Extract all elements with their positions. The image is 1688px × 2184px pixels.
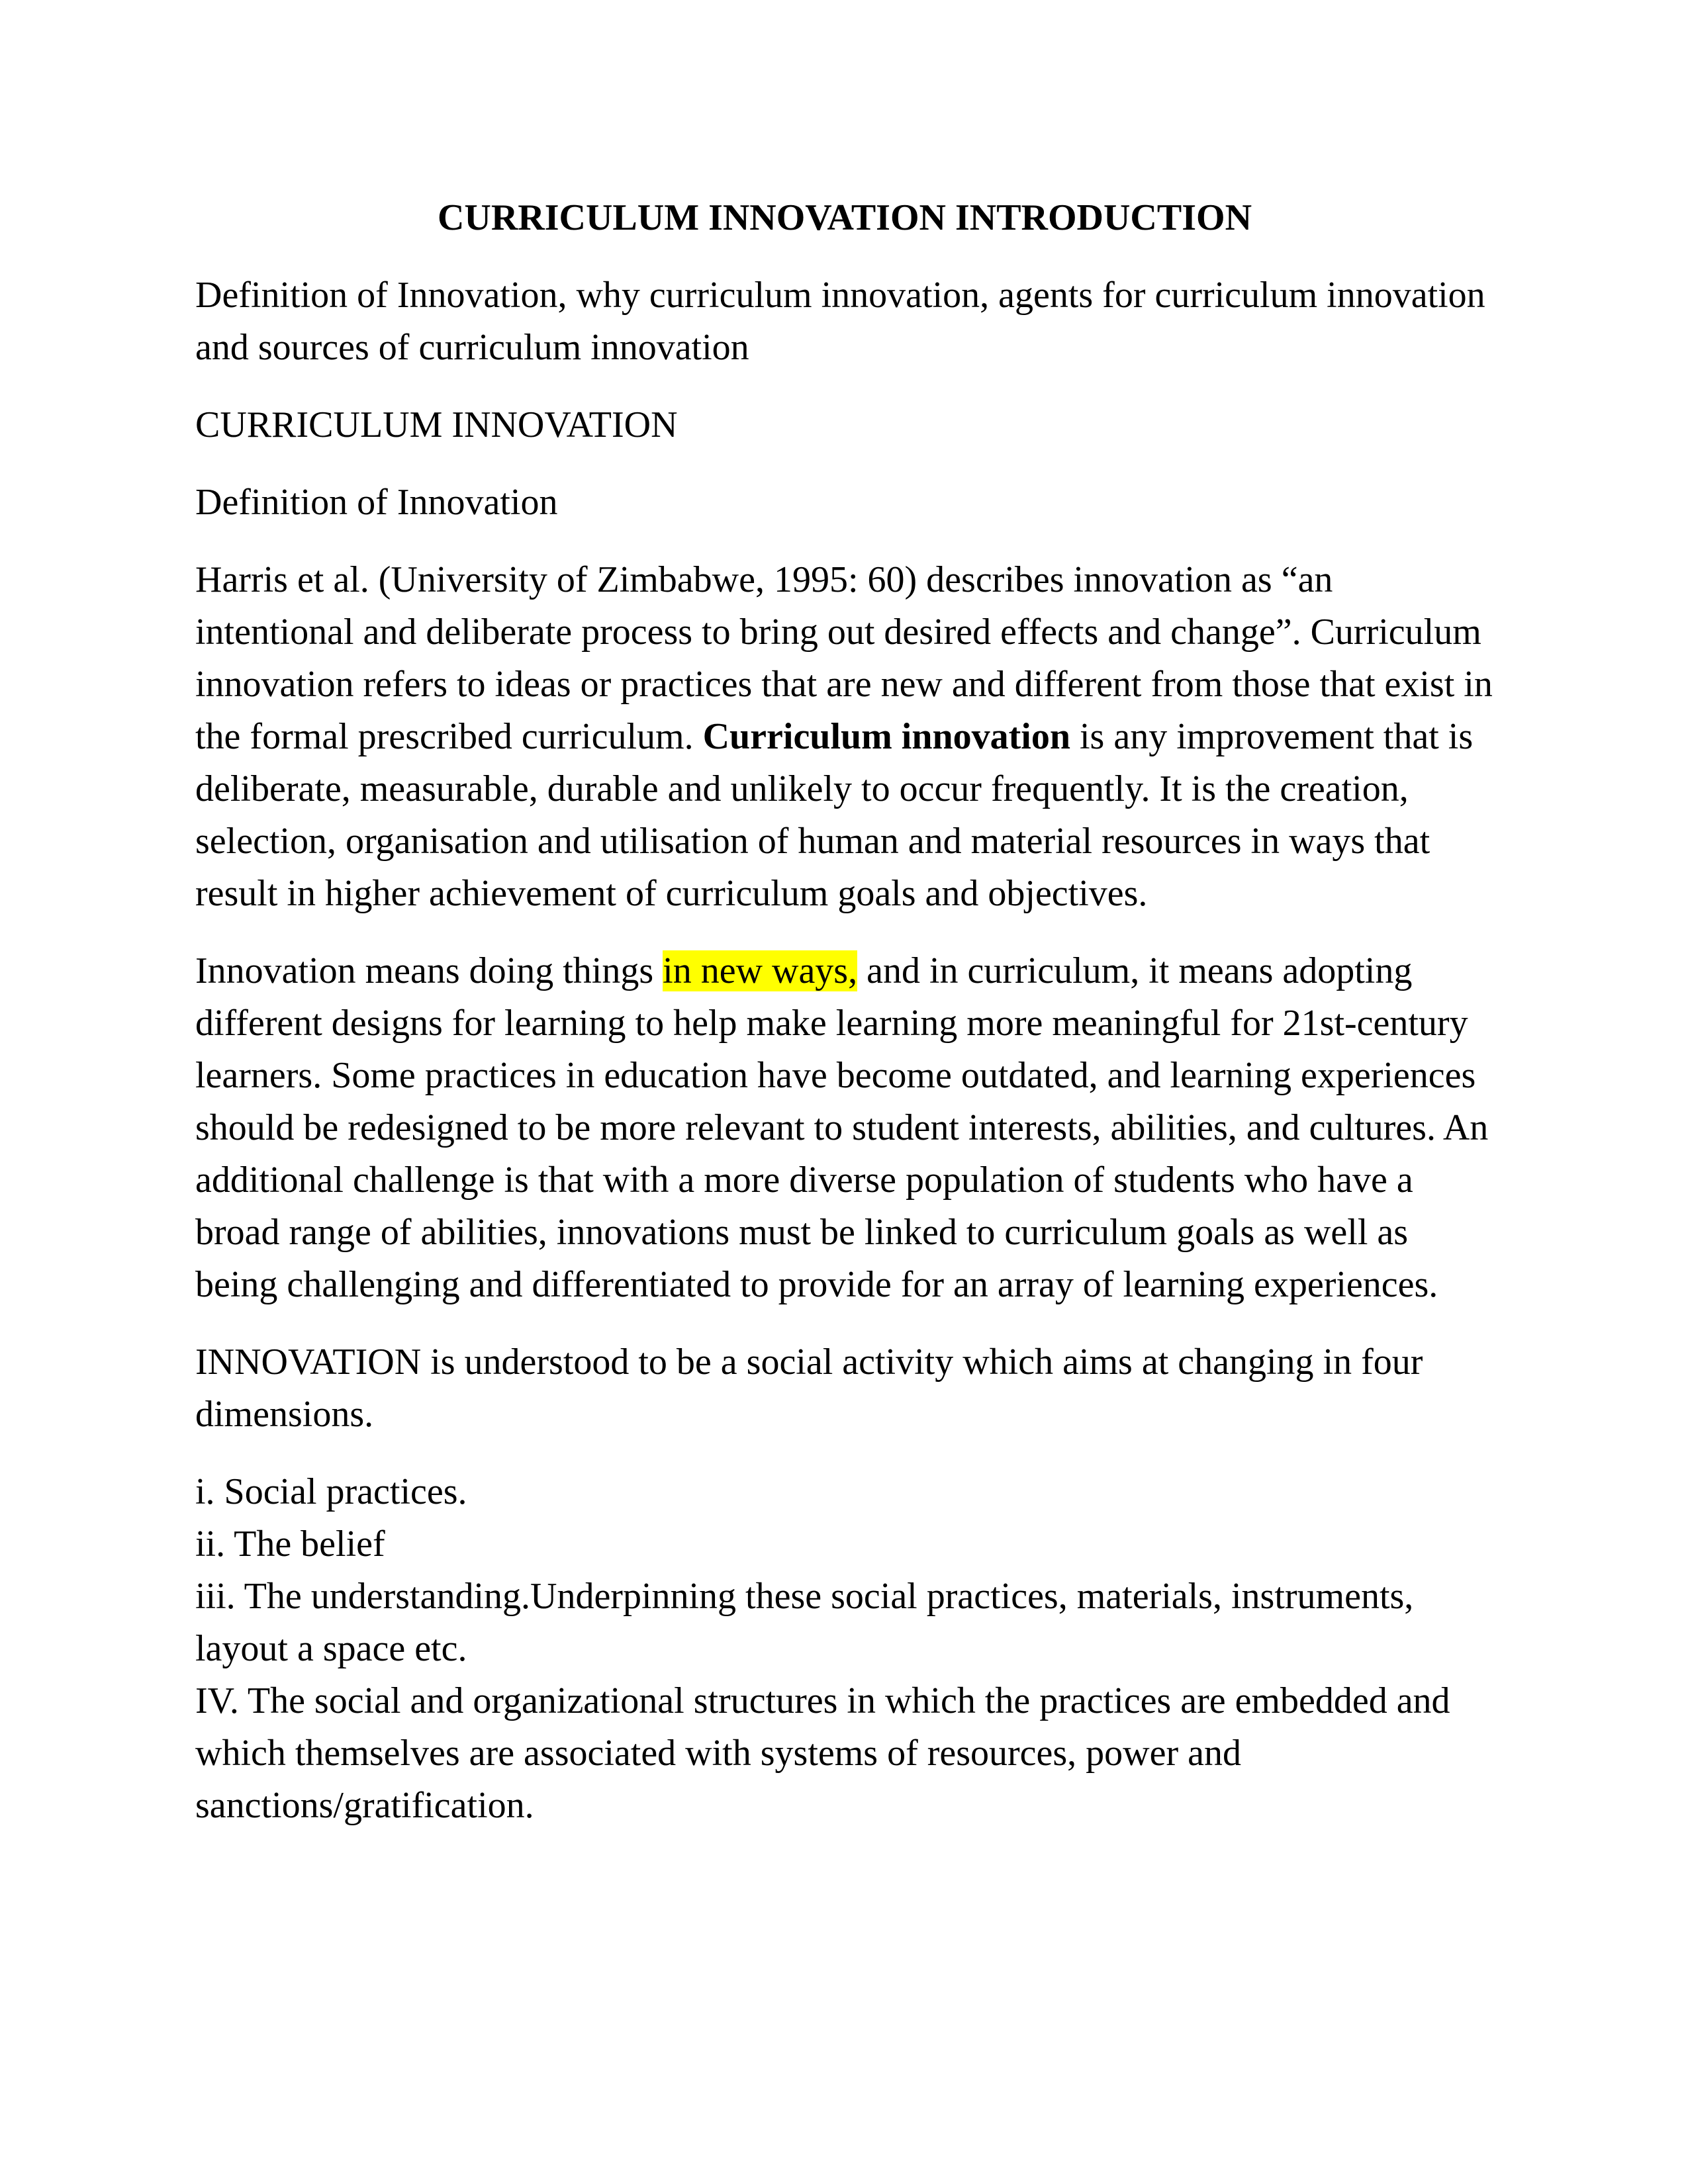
paragraph-curriculum-innovation-heading bbox=[195, 399, 1494, 451]
paragraph-innovation-four-dimensions bbox=[195, 1336, 1494, 1441]
document-title: CURRICULUM INNOVATION INTRODUCTION bbox=[437, 197, 1252, 238]
paragraph-innovation-meaning bbox=[195, 945, 1494, 1311]
highlighted-text: in new ways, bbox=[663, 950, 858, 991]
text-run: Definition of Innovation bbox=[195, 482, 558, 523]
paragraph-harris-definition bbox=[195, 554, 1494, 920]
list-item: ii. The belief bbox=[195, 1524, 385, 1565]
text-run: INNOVATION is understood to be a social activity which aims at changing in four dimensions. bbox=[195, 1342, 1423, 1435]
text-run: Definition of Innovation, why curriculum innovation, agents for curriculum innovation and sources of curriculum innovation bbox=[195, 275, 1485, 368]
list-item: IV. The social and organizational structures in which the practices are embedded and which themselves are associated with systems of resources, power and sanctions/gratification. bbox=[195, 1680, 1450, 1826]
paragraph-dimensions-list bbox=[195, 1466, 1494, 1832]
bold-text: Curriculum innovation bbox=[702, 716, 1070, 757]
text-run: CURRICULUM INNOVATION bbox=[195, 404, 678, 445]
list-item: i. Social practices. bbox=[195, 1471, 467, 1512]
document-body bbox=[195, 192, 1494, 1832]
list-item: iii. The understanding.Underpinning these social practices, materials, instruments, layout a space etc. bbox=[195, 1576, 1414, 1669]
text-run: and in curriculum, it means adopting different designs for learning to help make learning more meaningful for 21st-century learners. Some practices in education have become outdated, and learning experiences should be redesigned to be more relevant to student interests, abilities, and cultures. An additional challenge is that with a more diverse population of students who have a broad range of abilities, innovations must be linked to curriculum goals as well as being challenging and differentiated to provide for an array of learning experiences. bbox=[195, 950, 1489, 1305]
paragraph-summary bbox=[195, 269, 1494, 374]
text-run: Innovation means doing things bbox=[195, 950, 663, 991]
text-run: Harris et al. (University of Zimbabwe, 1995: 60) describes innovation as “an intentional and deliberate process to bring out desired effects and change”. Curriculum innovation refers to ideas or practices that are new and different from those that exist in the formal prescribed curriculum. bbox=[195, 559, 1493, 757]
paragraph-definition-of-innovation-heading bbox=[195, 477, 1494, 529]
text-run: is any improvement that is deliberate, measurable, durable and unlikely to occur frequently. It is the creation, selection, organisation and utilisation of human and material resources in ways that result in higher achievement of curriculum goals and objectives. bbox=[195, 716, 1474, 914]
